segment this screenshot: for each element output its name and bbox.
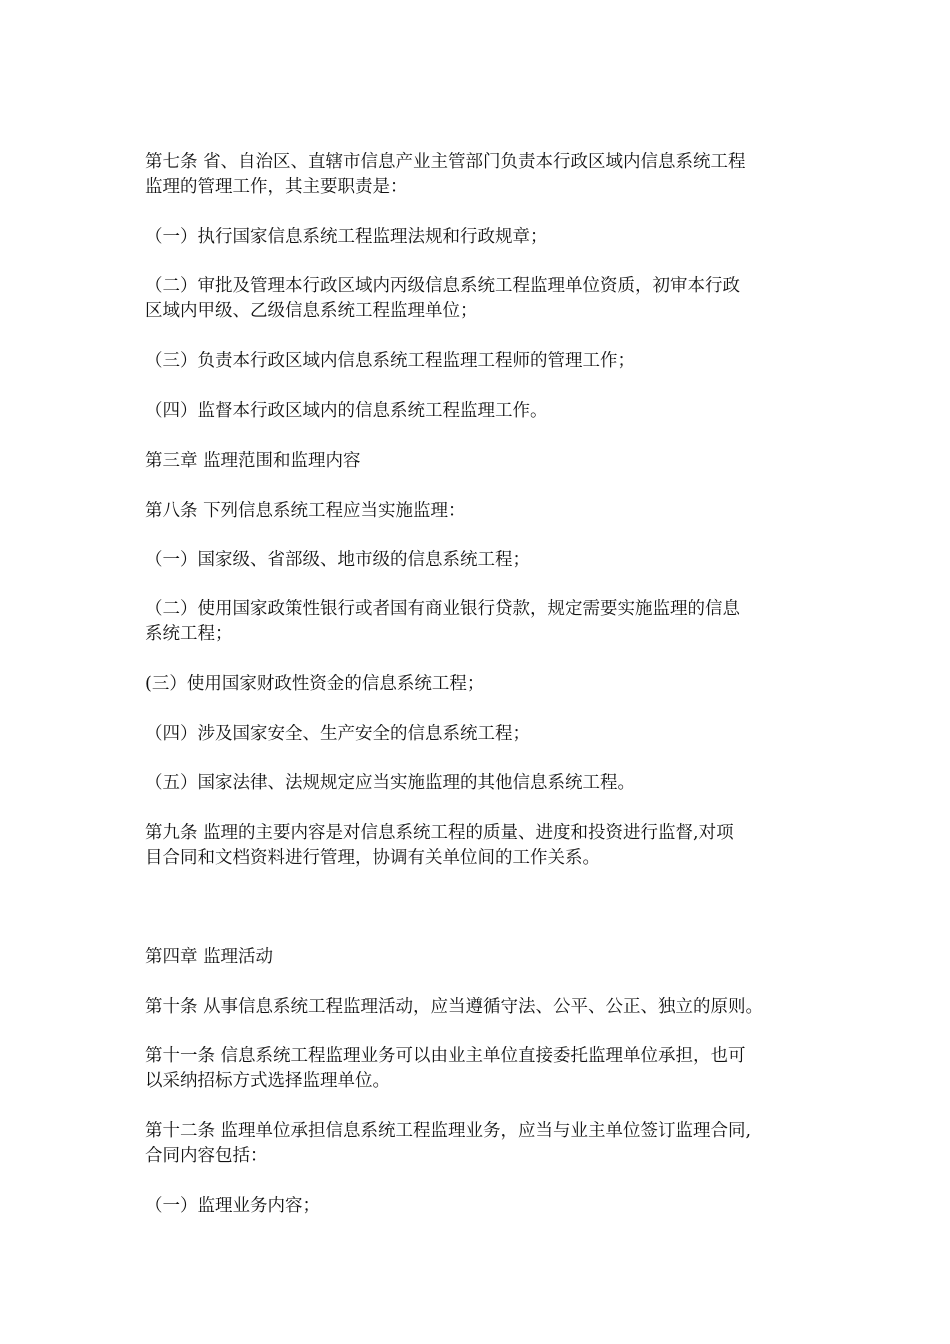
article-10 bbox=[145, 995, 820, 1020]
article-8-item-1 bbox=[145, 548, 820, 573]
text-line: （三）负责本行政区域内信息系统工程监理工程师的管理工作； bbox=[145, 351, 635, 371]
text-line: （一）执行国家信息系统工程监理法规和行政规章； bbox=[145, 227, 548, 247]
article-12-item-1 bbox=[145, 1194, 820, 1219]
text-line: 第四章 监理活动 bbox=[145, 947, 274, 967]
article-11 bbox=[145, 1044, 820, 1094]
article-7-item-1 bbox=[145, 225, 820, 250]
article-9 bbox=[145, 821, 820, 871]
text-line: 第九条 监理的主要内容是对信息系统工程的质量、进度和投资进行监督,对项 bbox=[145, 823, 734, 843]
article-7-item-2 bbox=[145, 274, 820, 324]
chapter-3-heading bbox=[145, 449, 820, 474]
text-line: 第十一条 信息系统工程监理业务可以由业主单位直接委托监理单位承担，也可 bbox=[145, 1046, 746, 1066]
text-line: 合同内容包括： bbox=[145, 1146, 268, 1166]
text-line: （一）监理业务内容； bbox=[145, 1196, 320, 1216]
article-7-item-4 bbox=[145, 399, 820, 424]
article-8-item-5 bbox=[145, 771, 820, 796]
text-line: (三）使用国家财政性资金的信息系统工程； bbox=[145, 674, 485, 694]
article-8 bbox=[145, 499, 820, 524]
text-line: （二）使用国家政策性银行或者国有商业银行贷款，规定需要实施监理的信息 bbox=[145, 599, 740, 619]
text-line: （四）监督本行政区域内的信息系统工程监理工作。 bbox=[145, 401, 548, 421]
text-line: 系统工程； bbox=[145, 624, 233, 644]
text-line: （四）涉及国家安全、生产安全的信息系统工程； bbox=[145, 724, 530, 744]
article-8-item-3 bbox=[145, 672, 820, 697]
text-line: 第十二条 监理单位承担信息系统工程监理业务，应当与业主单位签订监理合同, bbox=[145, 1121, 752, 1141]
text-line: 区域内甲级、乙级信息系统工程监理单位； bbox=[145, 301, 478, 321]
text-line: 第八条 下列信息系统工程应当实施监理： bbox=[145, 501, 466, 521]
text-line: 目合同和文档资料进行管理，协调有关单位间的工作关系。 bbox=[145, 848, 600, 868]
text-line: 第十条 从事信息系统工程监理活动，应当遵循守法、公平、公正、独立的原则。 bbox=[145, 997, 764, 1017]
text-line: 监理的管理工作，其主要职责是： bbox=[145, 177, 408, 197]
text-line: （一）国家级、省部级、地市级的信息系统工程； bbox=[145, 550, 530, 570]
text-line: （二）审批及管理本行政区域内丙级信息系统工程监理单位资质，初审本行政 bbox=[145, 276, 740, 296]
chapter-4-heading bbox=[145, 945, 820, 970]
text-line: 以采纳招标方式选择监理单位。 bbox=[145, 1071, 390, 1091]
text-line: 第七条 省、自治区、直辖市信息产业主管部门负责本行政区域内信息系统工程 bbox=[145, 152, 746, 172]
article-7 bbox=[145, 150, 820, 200]
article-8-item-4 bbox=[145, 722, 820, 747]
text-line: （五）国家法律、法规规定应当实施监理的其他信息系统工程。 bbox=[145, 773, 635, 793]
article-7-item-3 bbox=[145, 349, 820, 374]
article-8-item-2 bbox=[145, 597, 820, 647]
article-12 bbox=[145, 1119, 820, 1169]
text-line: 第三章 监理范围和监理内容 bbox=[145, 451, 361, 471]
